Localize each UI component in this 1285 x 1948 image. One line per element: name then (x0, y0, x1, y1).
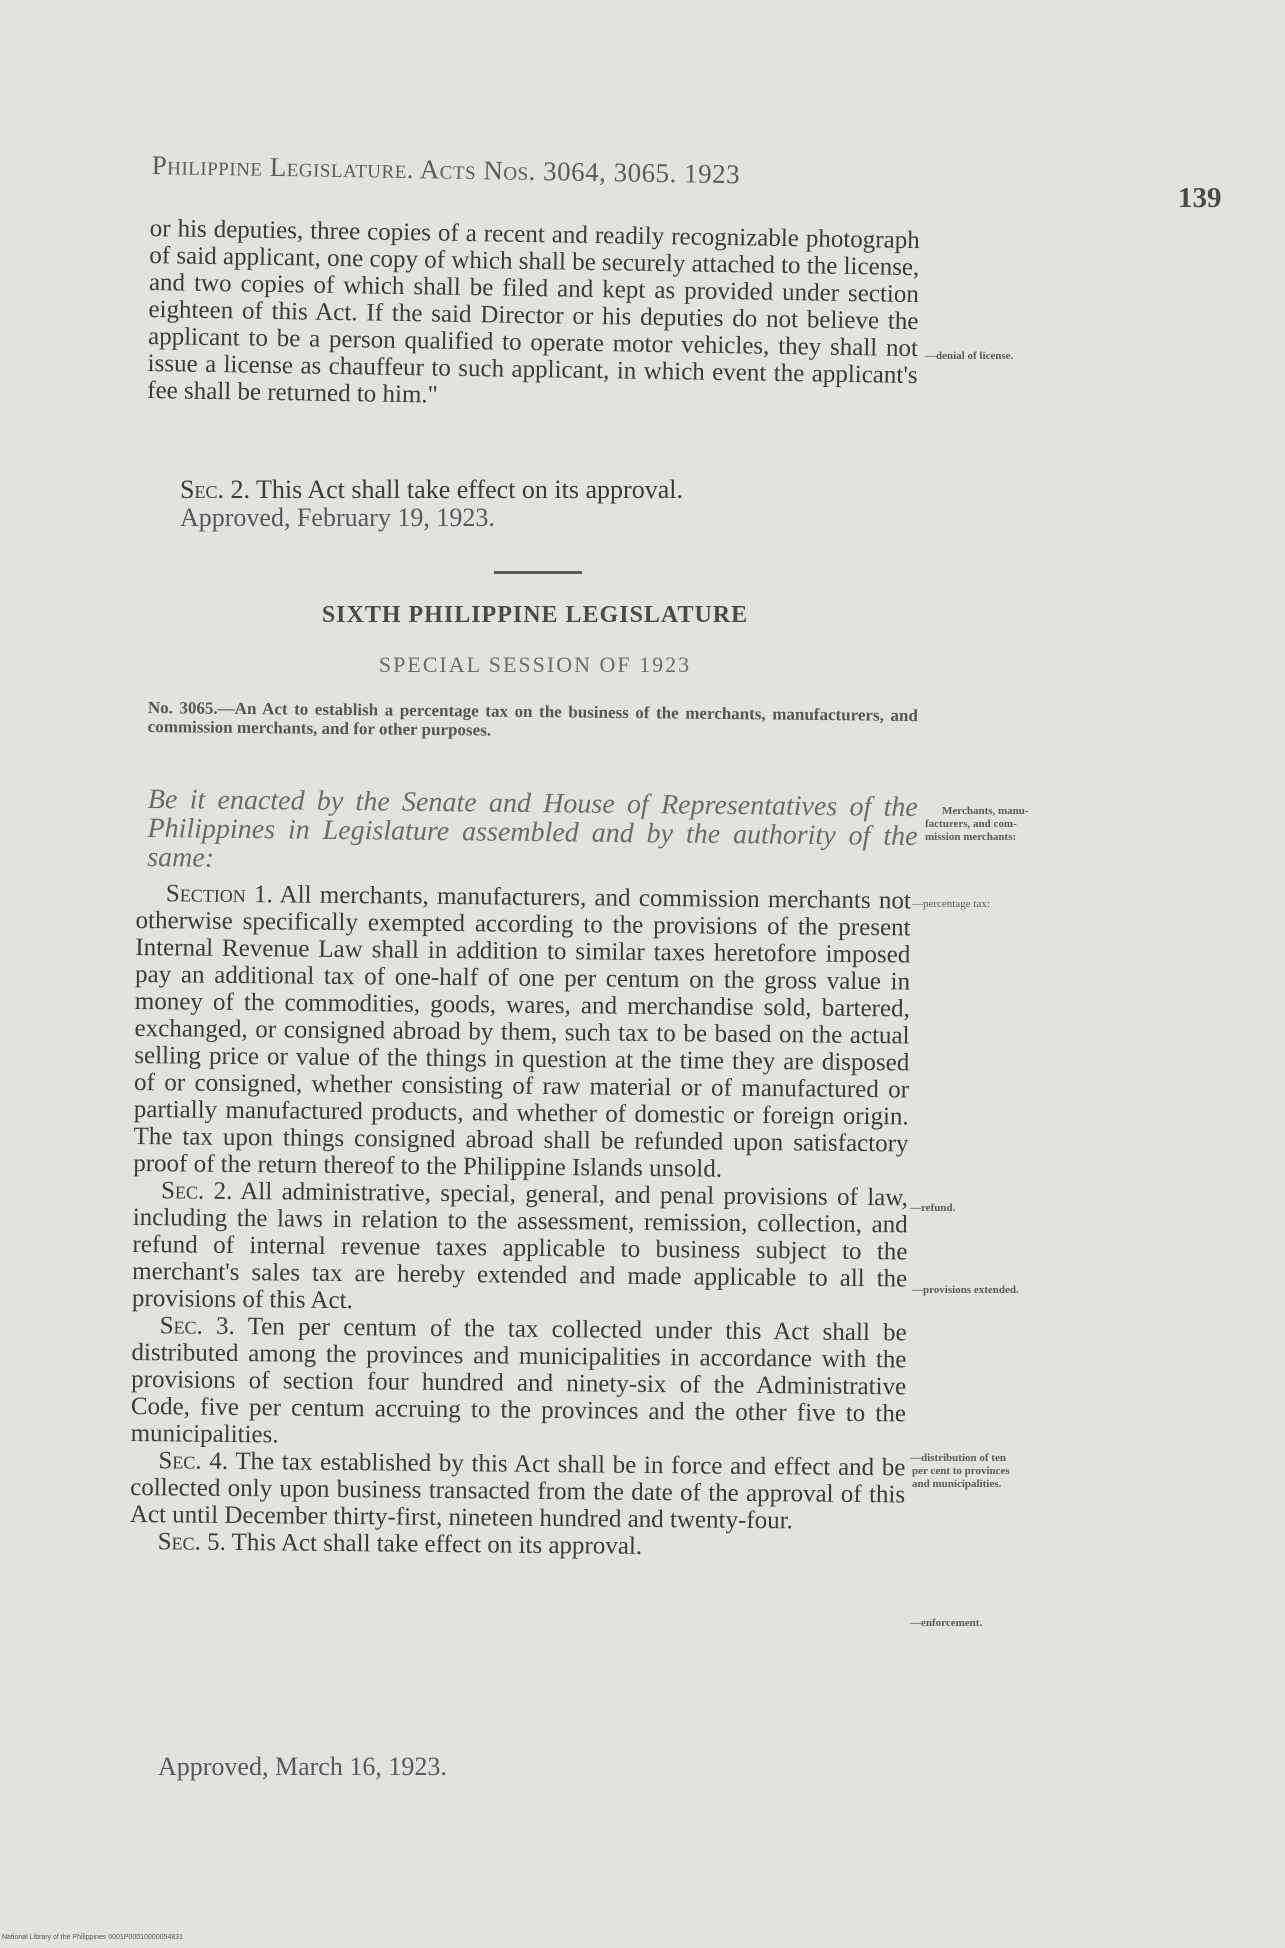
section-label: Section (165, 880, 246, 909)
margin-note-distribution-2: per cent to provinces (912, 1465, 1010, 1477)
margin-note-denial: —denial of license. (925, 350, 1014, 362)
legislature-title: SIXTH PHILIPPINE LEGISLATURE (321, 602, 749, 628)
margin-note-provisions: —provisions extended. (912, 1284, 1019, 1296)
session-title: SPECIAL SESSION OF 1923 (378, 652, 692, 677)
section-2 (132, 1177, 908, 1319)
section-text: 2. All administrative, special, general, and penal provisions of law, including the laws in relation to the assessment, remission, collection, and refund of internal revenue taxes applicable to business subject to the merchant's sales tax are hereby extended and made applicable to all the provisions of this Act. (131, 1177, 909, 1315)
section-1 (133, 880, 911, 1184)
margin-note-merchants-1: Merchants, manu- (942, 805, 1029, 817)
section-label: Sec. (160, 1177, 205, 1205)
enacting-clause: Be it enacted by the Senate and House of Representatives of the Philippines in Legislature assembled and by the authority of the same: (147, 784, 918, 874)
section-3 (131, 1312, 907, 1454)
section-label: Sec. (159, 1312, 204, 1340)
section-divider (494, 571, 582, 574)
act-3065-approved: Approved, March 16, 1923. (158, 1752, 447, 1781)
act-3065-title (148, 698, 918, 744)
section-label: Sec. (158, 1447, 202, 1475)
section-4 (130, 1447, 906, 1535)
scan-footer: National Library of the Philippines 0001P00010000054831 (2, 1934, 183, 1941)
act-3065-sections (130, 880, 911, 1562)
section-text: 5. This Act shall take effect on its approval. (206, 1528, 643, 1560)
section-text: 4. The tax established by this Act shall be in force and effect and be collected only upon business transacted from the date of the approval of this Act until December thirty-first, nineteen hundred and twenty-four. (129, 1447, 906, 1535)
running-head: Philippine Legislature. Acts Nos. 3064, 3065. 1923 (151, 150, 741, 190)
margin-note-percentage: —percentage tax: (912, 898, 990, 910)
act-3064-approved: Approved, February 19, 1923. (180, 503, 495, 532)
section-text: 2. This Act shall take effect on its approval. (230, 475, 683, 504)
section-label: Sec. (157, 1528, 201, 1556)
continuation-paragraph: or his deputies, three copies of a recent and readily recognizable photograph of said applicant, one copy of which shall be securely attached to the license, and two copies of which shall be filed and kept as provided under section eighteen of this Act. If the said Director or his deputies do not believe the applicant to be a person qualified to operate motor vehicles, they shall not issue a license as chauffeur to such applicant, in which event the applicant's fee shall be returned to him." (147, 215, 920, 409)
margin-note-distribution-3: and municipalities. (912, 1478, 1002, 1490)
act-description: —An Act to establish a percentage tax on the business of the merchants, manufacturers, and commission merchants, and for other purposes. (147, 698, 918, 740)
section-label: Sec. (180, 475, 224, 504)
margin-note-enforcement: —enforcement. (910, 1617, 983, 1629)
margin-note-merchants-3: mission merchants: (925, 831, 1017, 843)
section-text: 1. All merchants, manufacturers, and commission merchants not otherwise specifically exempted according to the provisions of the present Internal Revenue Law shall in addition to similar taxes heretofore imposed pay an additional tax of one-half of one per centum on the gross value in money of the commodities, goods, wares, and merchandise sold, bartered, exchanged, or consigned abroad by them, such tax to be based on the actual selling price or value of the things in question at the time they are disposed of or consigned, whether consisting of raw material or of manufactured or partially manufactured products, and whether of domestic or foreign origin. The tax upon things consigned abroad shall be refunded upon satisfactory proof of the return thereof to the Philippine Islands unsold. (133, 881, 911, 1183)
act-3064-section-2 (180, 475, 880, 505)
margin-note-refund: —refund. (910, 1202, 956, 1214)
section-text: 3. Ten per centum of the tax collected under this Act shall be distributed among the provinces and municipalities in accordance with the provisions of section four hundred and ninety-six of the Administrative Code, five per centum accruing to the provinces and the other five to the municipalities. (130, 1312, 907, 1449)
margin-note-distribution-1: —distribution of ten (910, 1452, 1006, 1464)
act-number: No. 3065. (147, 698, 218, 718)
page-number: 139 (1178, 182, 1222, 214)
margin-note-merchants-2: facturers, and com- (925, 818, 1017, 830)
